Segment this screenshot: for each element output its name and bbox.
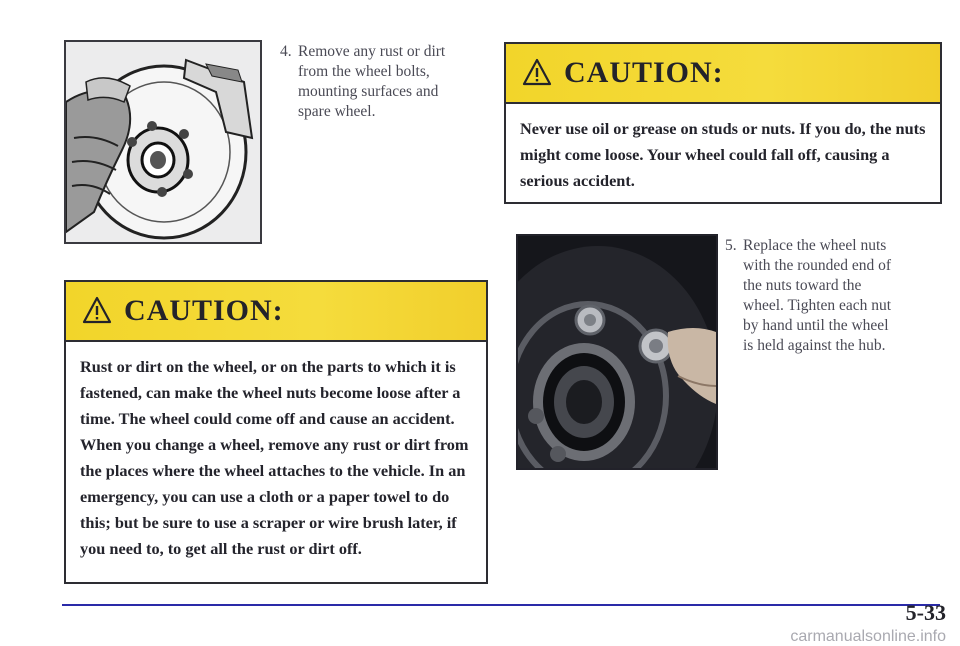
- step-number: 4.: [280, 43, 292, 60]
- step-number: 5.: [725, 237, 737, 254]
- wheel-nut-installation-photo: [516, 234, 718, 470]
- caution-text: Rust or dirt on the wheel, or on the parts to which it is fastened, can make the wheel nuts become loose after a time. The wheel could come off and cause an accident. When you change a wheel, remove any rust or dirt from the places where the wheel attaches to the vehicle. In an emergency, you can use a cloth or a paper towel to do this; but be sure to use a scraper or wire brush later, if you need to, to get all the rust or dirt off.: [80, 357, 469, 558]
- step-text: Remove any rust or dirt from the wheel bolts, mounting surfaces and spare wheel.: [298, 43, 446, 120]
- warning-triangle-icon: [82, 296, 112, 324]
- step-4: [280, 42, 480, 132]
- warning-triangle-icon: [522, 58, 552, 86]
- caution-text: Never use oil or grease on studs or nuts. If you do, the nuts might come loose. Your wheel could fall off, causing a serious accident.: [520, 119, 926, 190]
- caution-header: [506, 44, 940, 104]
- step-text: Replace the wheel nuts with the rounded end of the nuts toward the wheel. Tighten each nut by hand until the wheel is held against the hub.: [743, 237, 892, 354]
- watermark: carmanualsonline.info: [790, 628, 946, 645]
- caution-box-oil-grease: [504, 42, 942, 204]
- page-number: 5-33: [905, 600, 946, 625]
- footer-rule: [62, 604, 940, 606]
- caution-heading: CAUTION:: [124, 294, 284, 327]
- caution-header: [66, 282, 486, 342]
- caution-heading: CAUTION:: [564, 56, 724, 89]
- step-5: [725, 236, 925, 366]
- wheel-hub-cleaning-illustration: [64, 40, 262, 244]
- caution-box-rust-dirt: [64, 280, 488, 584]
